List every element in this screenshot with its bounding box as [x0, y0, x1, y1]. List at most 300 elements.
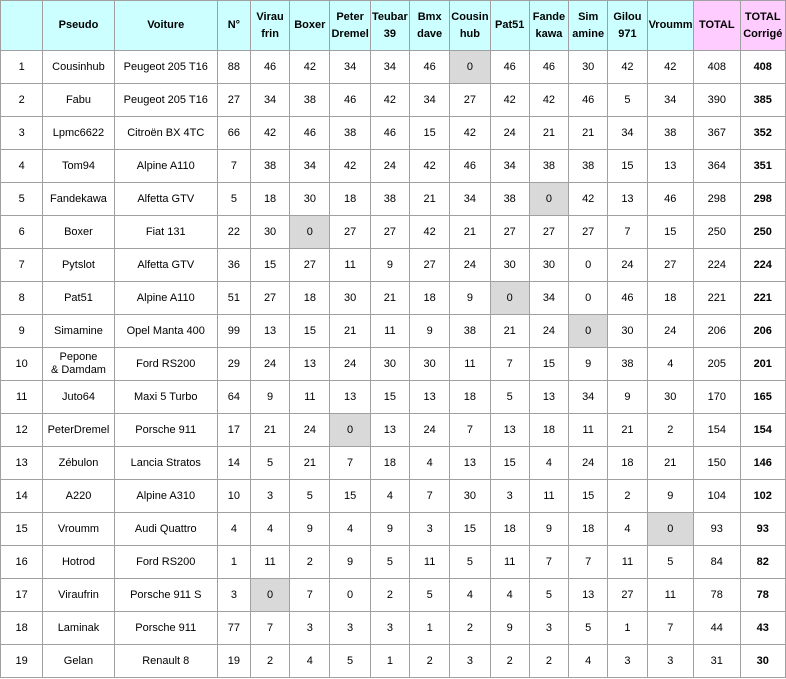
score-cell: 11 [608, 546, 647, 579]
corrected-total-cell: 351 [740, 150, 786, 183]
score-cell: 38 [450, 315, 490, 348]
score-cell: 3 [290, 612, 330, 645]
score-cell: 5 [647, 546, 693, 579]
score-cell: 4 [370, 480, 409, 513]
rank-cell: 3 [1, 117, 43, 150]
score-cell: 4 [290, 645, 330, 678]
score-cell: 27 [569, 216, 608, 249]
total-cell: 205 [694, 348, 740, 381]
score-cell: 15 [529, 348, 568, 381]
score-cell: 34 [330, 51, 370, 84]
rank-cell: 13 [1, 447, 43, 480]
score-cell: 18 [608, 447, 647, 480]
pseudo-cell: Juto64 [43, 381, 114, 414]
number-cell: 19 [217, 645, 250, 678]
score-cell: 7 [250, 612, 289, 645]
header-label: TOTAL [744, 10, 781, 23]
car-cell: Alpine A310 [114, 480, 217, 513]
score-cell: 27 [410, 249, 450, 282]
column-header [290, 1, 330, 51]
pseudo-line2: & Damdam [50, 364, 106, 376]
corrected-total-cell: 78 [740, 579, 786, 612]
score-cell: 38 [250, 150, 289, 183]
score-cell: 18 [330, 183, 370, 216]
score-cell: 9 [370, 249, 409, 282]
score-cell: 46 [330, 84, 370, 117]
corrected-total-cell: 93 [740, 513, 786, 546]
number-cell: 3 [217, 579, 250, 612]
rank-cell: 14 [1, 480, 43, 513]
score-cell: 15 [410, 117, 450, 150]
score-cell: 5 [529, 579, 568, 612]
score-cell: 27 [490, 216, 529, 249]
score-cell: 3 [529, 612, 568, 645]
table-row [1, 612, 786, 645]
score-cell: 15 [250, 249, 289, 282]
header-label: Gilou [613, 10, 642, 23]
rank-cell: 2 [1, 84, 43, 117]
score-cell: 34 [370, 51, 409, 84]
number-cell: 99 [217, 315, 250, 348]
pseudo-line1: Pepone [59, 351, 98, 363]
score-cell: 38 [330, 117, 370, 150]
total-cell: 367 [694, 117, 740, 150]
pseudo-cell: Lpmc6622 [43, 117, 114, 150]
header-label-line2: hub [459, 27, 480, 40]
score-cell: 24 [450, 249, 490, 282]
score-cell: 13 [250, 315, 289, 348]
score-cell: 9 [490, 612, 529, 645]
score-cell: 9 [569, 348, 608, 381]
score-cell: 46 [569, 84, 608, 117]
score-cell: 24 [569, 447, 608, 480]
score-cell: 13 [647, 150, 693, 183]
score-cell: 4 [330, 513, 370, 546]
score-cell: 18 [490, 513, 529, 546]
total-cell: 408 [694, 51, 740, 84]
score-cell: 11 [330, 249, 370, 282]
score-cell: 3 [608, 645, 647, 678]
pseudo-cell: A220 [43, 480, 114, 513]
score-cell: 18 [569, 513, 608, 546]
column-header [330, 1, 370, 51]
table-row [1, 480, 786, 513]
score-cell: 3 [450, 645, 490, 678]
header-label: Teubar [371, 10, 408, 23]
column-header [250, 1, 289, 51]
score-cell: 4 [608, 513, 647, 546]
rank-cell: 7 [1, 249, 43, 282]
score-cell: 13 [370, 414, 409, 447]
score-cell: 30 [370, 348, 409, 381]
score-cell: 7 [450, 414, 490, 447]
score-cell: 24 [490, 117, 529, 150]
score-cell: 24 [647, 315, 693, 348]
score-cell: 42 [290, 51, 330, 84]
header-label-line2: 39 [383, 27, 396, 40]
score-cell: 4 [250, 513, 289, 546]
score-cell: 30 [647, 381, 693, 414]
score-cell: 3 [330, 612, 370, 645]
pseudo-cell: Hotrod [43, 546, 114, 579]
score-cell: 9 [330, 546, 370, 579]
score-cell: 30 [569, 51, 608, 84]
rank-cell: 11 [1, 381, 43, 414]
number-cell: 29 [217, 348, 250, 381]
column-header [114, 1, 217, 51]
car-cell: Ford RS200 [114, 348, 217, 381]
score-cell: 42 [569, 183, 608, 216]
total-cell: 224 [694, 249, 740, 282]
table-row [1, 447, 786, 480]
score-cell: 34 [290, 150, 330, 183]
score-cell: 2 [370, 579, 409, 612]
score-cell: 4 [490, 579, 529, 612]
score-cell: 2 [250, 645, 289, 678]
car-cell: Alpine A110 [114, 150, 217, 183]
score-cell: 2 [490, 645, 529, 678]
table-body [1, 51, 786, 678]
rank-cell: 4 [1, 150, 43, 183]
score-cell: 27 [450, 84, 490, 117]
score-cell: 15 [569, 480, 608, 513]
score-cell: 21 [410, 183, 450, 216]
score-cell: 2 [647, 414, 693, 447]
car-cell: Lancia Stratos [114, 447, 217, 480]
column-header [694, 1, 740, 51]
score-cell: 21 [569, 117, 608, 150]
score-cell: 15 [370, 381, 409, 414]
total-cell: 364 [694, 150, 740, 183]
header-label: N° [227, 19, 241, 31]
header-label: Voiture [147, 19, 185, 31]
score-cell: 27 [608, 579, 647, 612]
header-label-line2: Dremel [331, 27, 369, 40]
number-cell: 1 [217, 546, 250, 579]
table-row [1, 546, 786, 579]
score-cell: 5 [450, 546, 490, 579]
total-cell: 150 [694, 447, 740, 480]
score-cell: 24 [608, 249, 647, 282]
score-cell: 0 [647, 513, 693, 546]
column-header [569, 1, 608, 51]
score-cell: 42 [370, 84, 409, 117]
score-cell: 13 [529, 381, 568, 414]
score-cell: 42 [608, 51, 647, 84]
number-cell: 4 [217, 513, 250, 546]
score-cell: 24 [290, 414, 330, 447]
total-cell: 170 [694, 381, 740, 414]
pseudo-cell: Boxer [43, 216, 114, 249]
score-cell: 11 [370, 315, 409, 348]
score-cell: 42 [529, 84, 568, 117]
score-cell: 42 [647, 51, 693, 84]
corrected-total-cell: 250 [740, 216, 786, 249]
score-cell: 42 [490, 84, 529, 117]
car-cell: Porsche 911 [114, 612, 217, 645]
car-cell: Maxi 5 Turbo [114, 381, 217, 414]
score-cell: 30 [529, 249, 568, 282]
total-cell: 250 [694, 216, 740, 249]
score-cell: 3 [490, 480, 529, 513]
rank-cell: 10 [1, 348, 43, 381]
score-cell: 34 [569, 381, 608, 414]
number-cell: 88 [217, 51, 250, 84]
score-cell: 27 [250, 282, 289, 315]
score-cell: 0 [330, 414, 370, 447]
corrected-total-cell: 298 [740, 183, 786, 216]
score-cell: 3 [647, 645, 693, 678]
car-cell: Renault 8 [114, 645, 217, 678]
rank-cell: 6 [1, 216, 43, 249]
score-cell: 13 [608, 183, 647, 216]
pseudo-cell: Pytslot [43, 249, 114, 282]
corrected-total-cell: 43 [740, 612, 786, 645]
score-cell: 46 [250, 51, 289, 84]
score-cell: 3 [370, 612, 409, 645]
score-cell: 0 [529, 183, 568, 216]
score-cell: 3 [250, 480, 289, 513]
pseudo-cell [43, 348, 114, 381]
header-label: Sim [578, 10, 599, 23]
total-cell: 154 [694, 414, 740, 447]
rank-cell: 9 [1, 315, 43, 348]
score-cell: 9 [450, 282, 490, 315]
score-cell: 21 [370, 282, 409, 315]
score-cell: 9 [410, 315, 450, 348]
score-cell: 11 [250, 546, 289, 579]
score-cell: 27 [370, 216, 409, 249]
rank-cell: 16 [1, 546, 43, 579]
table-row [1, 249, 786, 282]
score-cell: 9 [529, 513, 568, 546]
rank-cell: 15 [1, 513, 43, 546]
score-cell: 42 [410, 150, 450, 183]
score-cell: 30 [250, 216, 289, 249]
score-cell: 27 [529, 216, 568, 249]
score-cell: 1 [410, 612, 450, 645]
score-cell: 2 [529, 645, 568, 678]
car-cell: Citroën BX 4TC [114, 117, 217, 150]
score-cell: 0 [569, 249, 608, 282]
number-cell: 17 [217, 414, 250, 447]
score-cell: 0 [490, 282, 529, 315]
score-cell: 38 [569, 150, 608, 183]
header-label-line2: frin [261, 27, 279, 40]
rank-cell: 17 [1, 579, 43, 612]
total-cell: 206 [694, 315, 740, 348]
table-row [1, 381, 786, 414]
score-cell: 18 [410, 282, 450, 315]
score-cell: 13 [569, 579, 608, 612]
corrected-total-cell: 30 [740, 645, 786, 678]
score-cell: 46 [370, 117, 409, 150]
score-cell: 7 [569, 546, 608, 579]
column-header [490, 1, 529, 51]
total-cell: 104 [694, 480, 740, 513]
pseudo-cell: Pat51 [43, 282, 114, 315]
score-cell: 1 [608, 612, 647, 645]
score-cell: 0 [450, 51, 490, 84]
score-cell: 21 [330, 315, 370, 348]
score-cell: 5 [490, 381, 529, 414]
score-cell: 30 [290, 183, 330, 216]
score-cell: 27 [330, 216, 370, 249]
pseudo-cell: Simamine [43, 315, 114, 348]
corrected-total-cell: 102 [740, 480, 786, 513]
score-cell: 46 [647, 183, 693, 216]
score-cell: 0 [290, 216, 330, 249]
score-cell: 21 [250, 414, 289, 447]
pseudo-cell: Fabu [43, 84, 114, 117]
score-cell: 11 [490, 546, 529, 579]
number-cell: 64 [217, 381, 250, 414]
car-cell: Audi Quattro [114, 513, 217, 546]
score-cell: 9 [608, 381, 647, 414]
score-cell: 38 [647, 117, 693, 150]
score-cell: 5 [410, 579, 450, 612]
header-label: Cousin [451, 10, 489, 23]
header-label-line2: dave [417, 27, 443, 40]
total-cell: 221 [694, 282, 740, 315]
score-cell: 30 [450, 480, 490, 513]
total-cell: 44 [694, 612, 740, 645]
score-cell: 7 [647, 612, 693, 645]
corrected-total-cell: 82 [740, 546, 786, 579]
column-header [43, 1, 114, 51]
score-cell: 46 [608, 282, 647, 315]
corrected-total-cell: 408 [740, 51, 786, 84]
car-cell: Fiat 131 [114, 216, 217, 249]
rank-cell: 18 [1, 612, 43, 645]
header-label-line2: Corrigé [743, 27, 783, 40]
score-cell: 7 [410, 480, 450, 513]
score-cell: 2 [410, 645, 450, 678]
score-cell: 46 [490, 51, 529, 84]
table-row [1, 51, 786, 84]
pseudo-cell: Gelan [43, 645, 114, 678]
total-cell: 390 [694, 84, 740, 117]
score-cell: 4 [569, 645, 608, 678]
score-cell: 13 [290, 348, 330, 381]
score-cell: 38 [490, 183, 529, 216]
score-cell: 21 [450, 216, 490, 249]
score-cell: 4 [647, 348, 693, 381]
score-cell: 38 [529, 150, 568, 183]
score-cell: 11 [569, 414, 608, 447]
header-label: Vroumm [648, 19, 693, 31]
header-label: Fande [532, 10, 566, 23]
score-cell: 0 [569, 282, 608, 315]
total-cell: 298 [694, 183, 740, 216]
score-cell: 46 [529, 51, 568, 84]
column-header [370, 1, 409, 51]
pseudo-cell: Zébulon [43, 447, 114, 480]
corrected-total-cell: 385 [740, 84, 786, 117]
score-cell: 30 [330, 282, 370, 315]
table-row [1, 183, 786, 216]
column-header [410, 1, 450, 51]
score-cell: 15 [490, 447, 529, 480]
score-cell: 18 [290, 282, 330, 315]
table-row [1, 348, 786, 381]
score-cell: 27 [290, 249, 330, 282]
table-row [1, 117, 786, 150]
number-cell: 14 [217, 447, 250, 480]
column-header [217, 1, 250, 51]
car-cell: Alfetta GTV [114, 183, 217, 216]
pseudo-cell: Cousinhub [43, 51, 114, 84]
table-row [1, 645, 786, 678]
table-row [1, 513, 786, 546]
number-cell: 27 [217, 84, 250, 117]
score-cell: 42 [410, 216, 450, 249]
pseudo-cell: PeterDremel [43, 414, 114, 447]
score-cell: 9 [250, 381, 289, 414]
header-label: Pseudo [58, 19, 99, 31]
score-cell: 42 [250, 117, 289, 150]
score-cell: 24 [330, 348, 370, 381]
score-cell: 21 [529, 117, 568, 150]
total-cell: 84 [694, 546, 740, 579]
corrected-total-cell: 154 [740, 414, 786, 447]
score-cell: 7 [608, 216, 647, 249]
corrected-total-cell: 352 [740, 117, 786, 150]
rank-cell: 19 [1, 645, 43, 678]
score-cell: 11 [647, 579, 693, 612]
score-cell: 15 [647, 216, 693, 249]
number-cell: 51 [217, 282, 250, 315]
header-label: Bmx [417, 10, 442, 23]
score-cell: 34 [250, 84, 289, 117]
total-cell: 31 [694, 645, 740, 678]
score-cell: 5 [330, 645, 370, 678]
score-cell: 15 [608, 150, 647, 183]
column-header [450, 1, 490, 51]
table-row [1, 150, 786, 183]
score-cell: 4 [529, 447, 568, 480]
column-header [740, 1, 786, 51]
score-cell: 24 [250, 348, 289, 381]
score-cell: 11 [529, 480, 568, 513]
score-cell: 5 [608, 84, 647, 117]
pseudo-cell: Laminak [43, 612, 114, 645]
score-cell: 18 [450, 381, 490, 414]
score-cell: 34 [410, 84, 450, 117]
score-cell: 30 [608, 315, 647, 348]
score-cell: 27 [647, 249, 693, 282]
score-cell: 5 [290, 480, 330, 513]
score-cell: 34 [450, 183, 490, 216]
score-cell: 21 [647, 447, 693, 480]
column-header [608, 1, 647, 51]
table-row [1, 315, 786, 348]
score-cell: 42 [330, 150, 370, 183]
score-cell: 9 [290, 513, 330, 546]
score-cell: 5 [569, 612, 608, 645]
column-header [1, 1, 43, 51]
score-cell: 34 [608, 117, 647, 150]
score-cell: 30 [410, 348, 450, 381]
table-row [1, 84, 786, 117]
number-cell: 7 [217, 150, 250, 183]
score-cell: 38 [290, 84, 330, 117]
corrected-total-cell: 224 [740, 249, 786, 282]
score-cell: 2 [290, 546, 330, 579]
table-row [1, 216, 786, 249]
header-label-line2: amine [572, 27, 605, 40]
score-cell: 24 [370, 150, 409, 183]
